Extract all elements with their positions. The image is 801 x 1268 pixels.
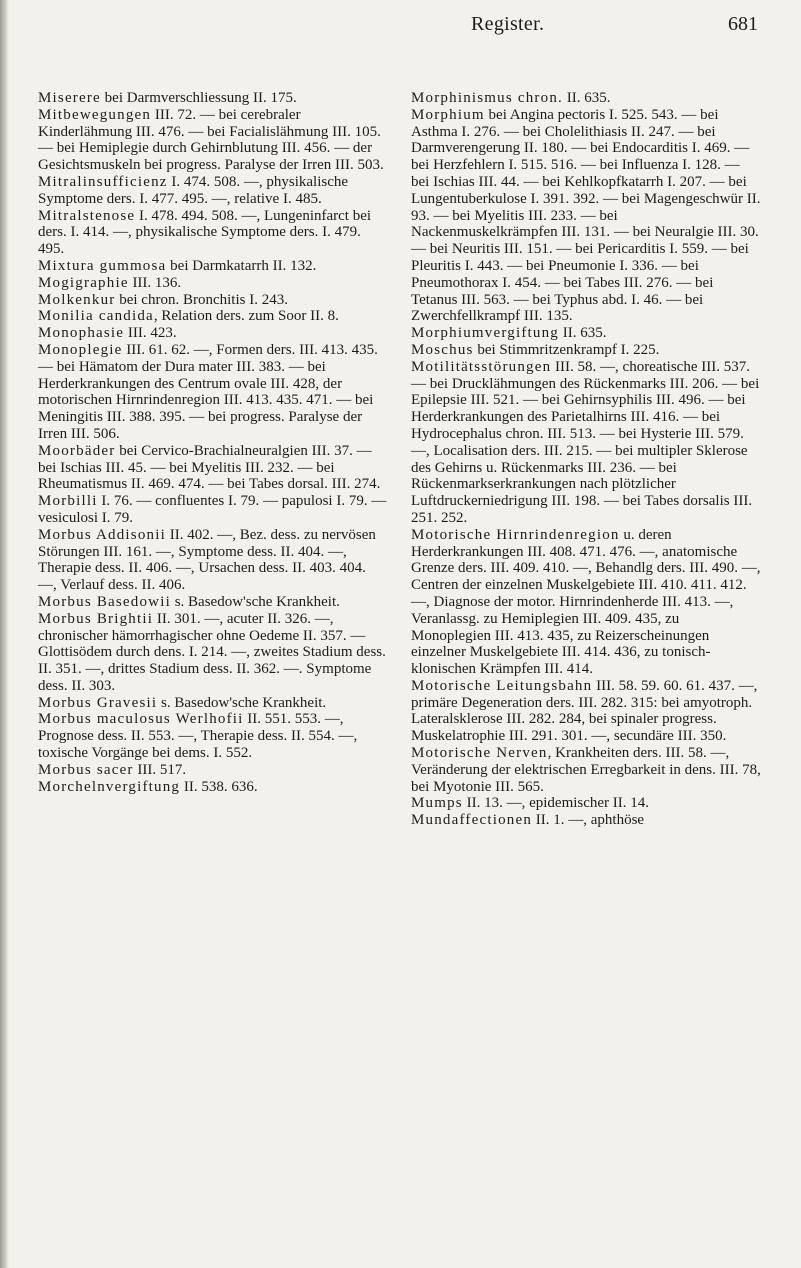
index-entry — [38, 762, 388, 779]
index-keyword: Morbus Basedowii — [38, 593, 171, 610]
index-entry — [38, 308, 388, 325]
index-references: II. 1. —, aphthöse — [532, 812, 645, 829]
index-keyword: Motorische Nerven — [411, 745, 548, 762]
index-entry — [38, 711, 388, 761]
index-keyword: Miserere — [38, 90, 101, 106]
index-entry — [38, 695, 388, 712]
index-entry — [38, 275, 388, 292]
index-entry — [38, 292, 388, 309]
index-references: III. 517. — [133, 761, 187, 778]
index-column-right — [411, 90, 761, 829]
index-keyword: Mitralstenose — [38, 207, 136, 224]
index-references: u. deren Herderkrankungen III. 408. 471. 476. —, anatomische Grenze ders. III. 409. 410. —, Behandlg ders. III. 490. —, Centren der einzelnen Muskelgebiete III. 410. 411. 412. —, Diagnose der motor. Hirnrindenherde III. 413. —, Veranlassg. zu Hemiplegien III. 409. 435, zu Monoplegien III. 413. 435, zu Reizerscheinungen einzelner Muskelgebiete III. 414. 436, zu tonisch-klonischen Krämpfen III. 414. — [411, 526, 761, 678]
index-references: bei Stimmritzenkrampf I. 225. — [473, 341, 660, 358]
book-spine-shadow — [0, 0, 9, 1268]
index-keyword: Morbus maculosus Werlhofii — [38, 711, 244, 728]
index-keyword: Moschus — [411, 341, 474, 358]
index-entry — [38, 325, 388, 342]
index-entry — [411, 745, 761, 795]
index-keyword: Mitbewegungen — [38, 106, 152, 123]
index-keyword: Mixtura gummosa — [38, 257, 167, 274]
index-references: s. Basedow'sche Krankheit. — [170, 593, 340, 610]
index-references: II. 635. — [562, 90, 611, 106]
index-references: III. 423. — [124, 325, 177, 342]
index-entry — [38, 594, 388, 611]
index-references: I. 478. 494. 508. —, Lungeninfarct bei ders. I. 414. —, physikalische Symptome ders. I. 479. 495. — [38, 207, 372, 258]
index-references: , Relation ders. zum Soor II. 8. — [153, 308, 339, 325]
index-references: III. 58. 59. 60. 61. 437. —, primäre Degeneration ders. III. 282. 315: bei amyotroph. Lateralsklerose III. 282. 284, bei spinaler progress. Muskelatrophie III. 291. 301. —, secundäre III. 350. — [411, 677, 758, 745]
index-keyword: Morbus Brightii — [38, 610, 154, 627]
index-references: , Krankheiten ders. III. 58. —, Veränderung der elektrischen Erregbarkeit in dens. III. 78, bei Myotonie III. 565. — [411, 745, 761, 795]
index-entry — [411, 90, 761, 107]
index-keyword: Mumps — [411, 795, 463, 812]
index-keyword: Morbus Addisonii — [38, 526, 166, 543]
index-entry — [38, 443, 388, 493]
index-entry — [411, 795, 761, 812]
page-header — [0, 13, 801, 43]
index-keyword: Monilia candida — [38, 308, 154, 325]
index-keyword: Morbilli — [38, 493, 98, 510]
index-references: bei chron. Bronchitis I. 243. — [115, 291, 288, 308]
index-keyword: Monoplegie — [38, 341, 123, 358]
index-entry — [411, 325, 761, 342]
index-entry — [411, 527, 761, 678]
index-keyword: Mitralinsufficienz — [38, 173, 168, 190]
index-references: s. Basedow'sche Krankheit. — [157, 694, 327, 711]
index-keyword: Motorische Hirnrindenregion — [411, 526, 620, 543]
index-keyword: Mundaffectionen — [411, 812, 533, 829]
index-keyword: Morphinismus chron. — [411, 90, 563, 106]
index-references: II. 301. —, acuter II. 326. —, chronischer hämorrhagischer ohne Oedeme II. 357. — Glottisödem durch dens. I. 214. —, zweites Stadium dess. II. 351. —, drittes Stadium dess. II. 362. —. Symptome dess. II. 303. — [38, 610, 386, 694]
index-references: III. 72. — bei cerebraler Kinderlähmung III. 476. — bei Facialislähmung III. 105. — bei Hemiplegie durch Gehirnblutung III. 456. — der Gesichtsmuskeln bei progress. Paralyse der Irren III. 503. — [38, 106, 384, 174]
index-entry — [38, 208, 388, 258]
index-entry — [38, 611, 388, 695]
index-keyword: Motilitätsstörungen — [411, 358, 552, 375]
index-references: III. 61. 62. —, Formen ders. III. 413. 435. — bei Hämatom der Dura mater III. 383. — bei Herderkrankungen des Centrum ovale III. 428, der motorischen Hirnrindenregion III. 413. 435. 471. — bei Meningitis III. 388. 395. — bei progress. Paralyse der Irren III. 506. — [38, 341, 378, 442]
index-keyword: Morbus Gravesii — [38, 694, 158, 711]
index-entry — [38, 342, 388, 443]
index-entry — [38, 107, 388, 174]
page-number: 681 — [728, 13, 758, 35]
index-column-left — [38, 90, 388, 795]
index-entry — [411, 678, 761, 745]
index-entry — [38, 258, 388, 275]
index-keyword: Morchelnvergiftung — [38, 778, 181, 795]
index-keyword: Molkenkur — [38, 291, 116, 308]
index-entry — [38, 779, 388, 796]
index-references: II. 402. —, Bez. dess. zu nervösen Störungen III. 161. —, Symptome dess. II. 404. —, Therapie dess. II. 406. —, Ursachen dess. II. 403. 404. —, Verlauf dess. II. 406. — [38, 526, 376, 594]
index-references: I. 76. — confluentes I. 79. — papulosi I. 79. — vesiculosi I. 79. — [38, 493, 387, 526]
index-references: II. 538. 636. — [180, 778, 258, 795]
index-references: bei Darmverschliessung II. 175. — [100, 90, 297, 106]
index-keyword: Moorbäder — [38, 442, 116, 459]
running-title: Register. — [471, 13, 545, 35]
index-keyword: Mogigraphie — [38, 274, 129, 291]
index-references: III. 58. —, choreatische III. 537. — bei Drucklähmungen des Rückenmarks III. 206. — bei Epilepsie III. 521. — bei Gehirnsyphilis III. 496. — bei Herderkrankungen des Parietalhirns III. 416. — bei Hydrocephalus chron. III. 513. — bei Hysterie III. 579. —, Localisation ders. III. 215. — bei multipler Sklerose des Gehirns u. Rückenmarks III. 236. — bei Rückenmarkserkrankungen nach plötzlicher Luftdruckerniedrigung III. 198. — bei Tabes dorsalis III. 251. 252. — [411, 358, 760, 526]
index-keyword: Morbus sacer — [38, 761, 134, 778]
index-entry — [411, 359, 761, 527]
index-references: bei Cervico-Brachialneuralgien III. 37. — bei Ischias III. 45. — bei Myelitis III. 232. — bei Rheumatismus II. 469. 474. — bei Tabes dorsal. III. 274. — [38, 442, 381, 493]
index-keyword: Morphiumvergiftung — [411, 325, 559, 342]
index-entry — [38, 493, 388, 527]
index-references: bei Angina pectoris I. 525. 543. — bei Asthma I. 276. — bei Cholelithiasis II. 247. — bei Darmverengerung II. 180. — bei Endocarditis I. 469. — bei Herzfehlern I. 515. 516. — bei Influenza I. 128. — bei Ischias III. 44. — bei Kehlkopfkatarrh I. 207. — bei Lungentuberkulose I. 391. 392. — bei Magengeschwür II. 93. — bei Myelitis III. 233. — bei Nackenmuskelkrämpfen III. 131. — bei Neuralgie III. 30. — bei Neuritis III. 151. — bei Pericarditis I. 559. — bei Pleuritis I. 443. — bei Pneumonie I. 336. — bei Pneumothorax I. 454. — bei Tabes III. 276. — bei Tetanus III. 563. — bei Typhus abd. I. 46. — bei Zwerchfellkrampf III. 135. — [411, 106, 761, 325]
index-references: bei Darmkatarrh II. 132. — [166, 257, 317, 274]
index-references: II. 635. — [558, 325, 607, 342]
index-entry — [38, 527, 388, 594]
index-entry — [411, 342, 761, 359]
index-entry — [411, 107, 761, 325]
index-references: I. 474. 508. —, physikalische Symptome ders. I. 477. 495. —, relative I. 485. — [38, 173, 349, 207]
index-keyword: Morphium — [411, 106, 485, 123]
index-references: II. 13. —, epidemischer II. 14. — [462, 795, 650, 812]
index-entry — [38, 90, 388, 107]
index-references: II. 551. 553. —, Prognose dess. II. 553. —, Therapie dess. II. 554. —, toxische Vorgänge bei dems. I. 552. — [38, 711, 358, 762]
index-references: III. 136. — [128, 274, 182, 291]
index-keyword: Monophasie — [38, 325, 125, 342]
index-entry — [38, 174, 388, 208]
index-entry — [411, 812, 761, 829]
index-keyword: Motorische Leitungsbahn — [411, 677, 593, 694]
